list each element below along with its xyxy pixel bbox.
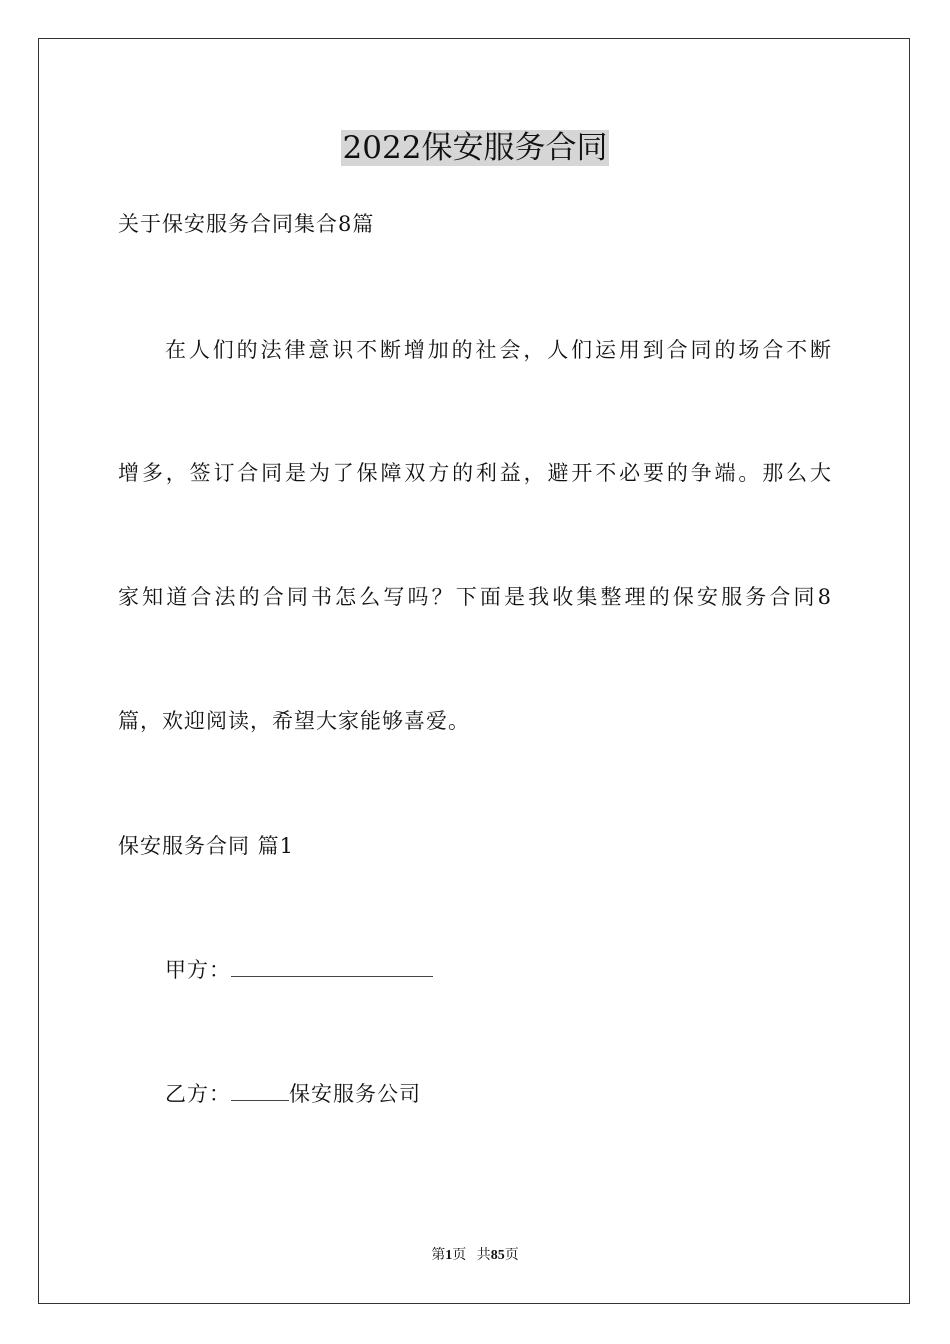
party-a-label: 甲方：: [165, 958, 231, 982]
party-b-label: 乙方：: [165, 1082, 231, 1106]
footer-page-prefix: 第: [431, 1248, 446, 1263]
document-title: [0, 126, 950, 170]
intro-line-2: 增多，签订合同是为了保障双方的利益，避开不必要的争端。那么大: [118, 461, 832, 485]
party-a-blank: [231, 956, 433, 977]
footer-page-suffix: 页: [452, 1248, 467, 1263]
intro-line-3: 家知道合法的合同书怎么写吗？下面是我收集整理的保安服务合同8: [118, 585, 832, 609]
section-heading: 保安服务合同 篇1: [118, 834, 295, 858]
intro-line-1: 在人们的法律意识不断增加的社会，人们运用到合同的场合不断: [165, 338, 832, 362]
party-b-name: 保安服务公司: [289, 1082, 421, 1106]
party-b-blank: [231, 1080, 289, 1101]
document-title-text: 2022保安服务合同: [342, 130, 608, 166]
footer-total-prefix: 共: [476, 1248, 491, 1263]
intro-line-4: 篇，欢迎阅读，希望大家能够喜爱。: [118, 709, 470, 733]
footer-total-pages: 85: [490, 1248, 505, 1263]
party-b-line: [165, 1079, 421, 1109]
party-a-line: [165, 955, 433, 985]
page-footer: [0, 1246, 950, 1266]
footer-total-suffix: 页: [504, 1248, 519, 1263]
footer-page-number: 1: [445, 1248, 453, 1263]
document-subtitle: 关于保安服务合同集合8篇: [118, 212, 375, 236]
